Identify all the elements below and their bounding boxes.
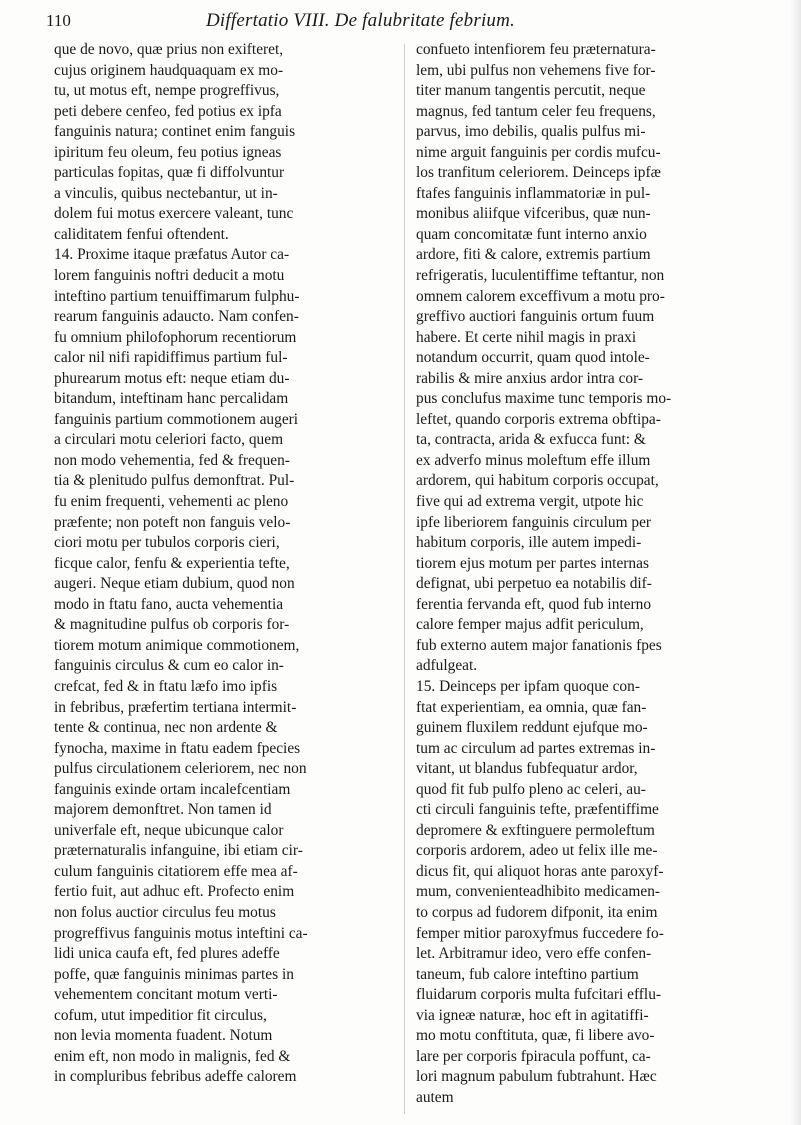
text-line: particulas fopitas, quæ fi diffolvuntur	[54, 164, 285, 182]
text-line: 14. Proxime itaque præfatus Autor ca-	[54, 246, 290, 264]
text-line: 15. Deinceps per ipfam quoque con-	[416, 677, 640, 695]
text-line: dicus fit, qui aliquot horas ante paroxyf-	[416, 862, 664, 880]
text-line: fu omnium philofophorum recentiorum	[54, 328, 297, 346]
text-line: crefcat, fed & in ftatu læfo imo ipfis	[54, 677, 278, 695]
text-line: lori magnum pabulum fubtrahunt. Hæc	[416, 1068, 657, 1086]
text-line: fanguinis natura; continet enim fanguis	[54, 123, 296, 141]
text-line: dolem fui motus exercere valeant, tunc	[54, 205, 294, 223]
text-line: five qui ad extrema vergit, utpote hic	[416, 493, 644, 511]
right-text-column	[416, 40, 766, 1108]
text-line: monibus aliifque vifceribus, quæ nun-	[416, 205, 651, 223]
text-line: rearum fanguinis adaucto. Nam confen-	[54, 308, 299, 326]
text-line: quam concomitatæ funt interno anxio	[416, 225, 647, 243]
page-header	[46, 8, 756, 34]
text-line: calore femper majus adfit periculum,	[416, 616, 644, 634]
text-line: augeri. Neque etiam dubium, quod non	[54, 575, 295, 593]
text-line: ciori motu per tubulos corporis cieri,	[54, 534, 280, 552]
text-line: tu, ut motus eft, nempe progreffivus,	[54, 82, 280, 100]
text-line: poffe, quæ fanguinis minimas partes in	[54, 965, 294, 983]
text-line: corporis ardorem, adeo ut felix ille me-	[416, 842, 658, 860]
text-line: titer manum tangentis percutit, neque	[416, 82, 646, 100]
text-line: tia & plenitudo pulfus demonftrat. Pul-	[54, 472, 295, 490]
text-line: a circulari motu celeriori facto, quem	[54, 431, 284, 449]
text-line: parvus, imo debilis, qualis pulfus mi-	[416, 123, 646, 141]
text-line: confueto intenfiorem feu præternatura-	[416, 41, 656, 58]
text-line: rabilis & mire anxius ardor intra cor-	[416, 369, 644, 387]
text-line: tente & continua, nec non ardente &	[54, 719, 278, 737]
text-line: præfente; non poteft non fanguis velo-	[54, 513, 291, 531]
text-line: ardore, fiti & calore, extremis partium	[416, 246, 651, 264]
text-line: fanguinis partium commotionem augeri	[54, 410, 299, 428]
running-head: Differtatio VIII. De falubritate febrium.	[206, 10, 515, 31]
text-line: culum fanguinis citatiorem effe mea af-	[54, 862, 298, 880]
text-line: lidi unica caufa eft, fed plures adeffe	[54, 945, 280, 963]
text-line: ex adverfo minus moleftum effe illum	[416, 451, 651, 469]
text-line: fub externo autem major fanationis fpes	[416, 636, 662, 654]
text-line: femper mitior paroxyfmus fuccedere fo-	[416, 924, 664, 942]
text-line: vitant, ut blandus fubfequatur ardor,	[416, 760, 638, 778]
text-line: ardorem, qui habitum corporis occupat,	[416, 472, 659, 490]
text-line: que de novo, quæ prius non exifteret,	[54, 41, 284, 58]
text-line: cti circuli fanguinis tefte, præfentiffime	[416, 801, 659, 819]
text-line: fluidarum corporis multa fufcitari efflu-	[416, 986, 662, 1004]
text-line: ipfe liberiorem fanguinis circulum per	[416, 513, 652, 531]
text-line: inteftino partium tenuiffimarum fulphu-	[54, 287, 300, 305]
text-line: fynocha, maxime in ftatu eadem fpecies	[54, 739, 301, 757]
text-line: ipiritum feu oleum, feu potius igneas	[54, 143, 282, 161]
text-line: phurearum motus eft: neque etiam du-	[54, 369, 290, 387]
text-line: fanguinis exinde ortam incalefcentiam	[54, 780, 291, 798]
text-line: habitum corporis, ille autem impedi-	[416, 534, 642, 552]
text-line: mum, convenienteadhibito medicamen-	[416, 883, 661, 901]
text-line: non levia momenta fuadent. Notum	[54, 1027, 273, 1045]
text-line: nime arguit fanguinis per cordis mufcu-	[416, 143, 661, 161]
text-line: ferentia fervanda eft, quod fub interno	[416, 595, 652, 613]
text-line: ftat experientiam, ea omnia, quæ fan-	[416, 698, 647, 716]
text-line: tiorem motum animique commotionem,	[54, 636, 300, 654]
text-line: bitandum, inteftinam hanc percalidam	[54, 390, 289, 408]
text-line: ficque calor, fenfu & experientia tefte,	[54, 554, 290, 572]
page-edge-shadow	[789, 0, 801, 1125]
text-line: quod fit fub pulfo pleno ac celeri, au-	[416, 780, 646, 798]
text-line: los tranfitum celeriorem. Deinceps ipfæ	[416, 164, 661, 182]
text-line: tum ac circulum ad partes extremas in-	[416, 739, 656, 757]
text-line: depromere & exftinguere permoleftum	[416, 821, 655, 839]
text-line: in compluribus febribus adeffe calorem	[54, 1068, 297, 1086]
text-line: lem, ubi pulfus non vehemens five for-	[416, 61, 656, 79]
text-line: fu enim frequenti, vehementi ac pleno	[54, 493, 289, 511]
text-line: modo in ftatu fano, aucta vehementia	[54, 595, 284, 613]
text-line: notandum occurrit, quam quod intole-	[416, 349, 650, 367]
text-line: vehementem concitant motum verti-	[54, 986, 278, 1004]
text-line: omnem calorem exceffivum a motu pro-	[416, 287, 665, 305]
text-line: defignat, ubi perpetuo ea notabilis dif-	[416, 575, 652, 593]
text-line: taneum, fub calore inteftino partium	[416, 965, 639, 983]
text-line: a vinculis, quibus nectebantur, ut in-	[54, 184, 278, 202]
text-line: mo motu conftituta, quæ, fi libere avo-	[416, 1027, 655, 1045]
text-line: greffivo auctiori fanguinis ortum fuum	[416, 308, 655, 326]
page-number: 110	[46, 11, 71, 30]
text-line: ftafes fanguinis inflammatoriæ in pul-	[416, 184, 651, 202]
text-line: in febribus, præfertim tertiana intermit-	[54, 698, 297, 716]
text-line: caliditatem fenfui oftendent.	[54, 225, 229, 243]
text-line: refrigeratis, luculentiffime teftantur, non	[416, 267, 665, 285]
text-line: calor nil nifi rapidiffimus partium ful-	[54, 349, 288, 367]
text-line: enim eft, non modo in malignis, fed &	[54, 1047, 291, 1065]
text-line: non modo vehementia, fed & frequen-	[54, 451, 290, 469]
text-line: tiorem ejus motum per partes internas	[416, 554, 649, 572]
text-line: magnus, fed tantum celer feu frequens,	[416, 102, 656, 120]
text-line: majorem demonftret. Non tamen id	[54, 801, 272, 819]
text-line: pus conclufus maxime tunc temporis mo-	[416, 390, 672, 408]
text-line: progreffivus fanguinis motus inteftini ca-	[54, 924, 308, 942]
text-line: & magnitudine pulfus ob corporis for-	[54, 616, 290, 634]
text-line: pulfus circulationem celeriorem, nec non	[54, 760, 307, 778]
text-line: fanguinis circulus & cum eo calor in-	[54, 657, 284, 675]
text-line: habere. Et certe nihil magis in praxi	[416, 328, 637, 346]
text-line: lorem fanguinis noftri deducit a motu	[54, 267, 285, 285]
text-line: cujus originem haudquaquam ex mo-	[54, 61, 284, 79]
text-line: præternaturalis infanguine, ibi etiam cir-	[54, 842, 303, 860]
text-line: adfulgeat.	[416, 657, 478, 675]
text-line: autem	[416, 1088, 454, 1106]
text-line: let. Arbitramur ideo, vero effe confen-	[416, 945, 652, 963]
text-line: cofum, utut impeditior fit circulus,	[54, 1006, 267, 1024]
text-line: guinem fluxilem reddunt ejufque mo-	[416, 719, 648, 737]
text-line: leftet, quando corporis extrema obftipa-	[416, 410, 661, 428]
text-line: lare per corporis fpiracula poffunt, ca-	[416, 1047, 651, 1065]
column-gutter	[404, 44, 405, 1114]
text-line: univerfale eft, neque ubicunque calor	[54, 821, 284, 839]
text-line: ta, contracta, arida & exfucca funt: &	[416, 431, 646, 449]
left-text-column	[54, 40, 400, 1088]
text-line: peti debere cenfeo, fed potius ex ipfa	[54, 102, 282, 120]
text-line: non folus auctior circulus feu motus	[54, 903, 276, 921]
text-line: to corpus ad fudorem difponit, ita enim	[416, 903, 658, 921]
text-line: via igneæ naturæ, hoc eft in agitatiffi-	[416, 1006, 649, 1024]
text-line: fertio fuit, aut adhuc eft. Profecto enim	[54, 883, 295, 901]
